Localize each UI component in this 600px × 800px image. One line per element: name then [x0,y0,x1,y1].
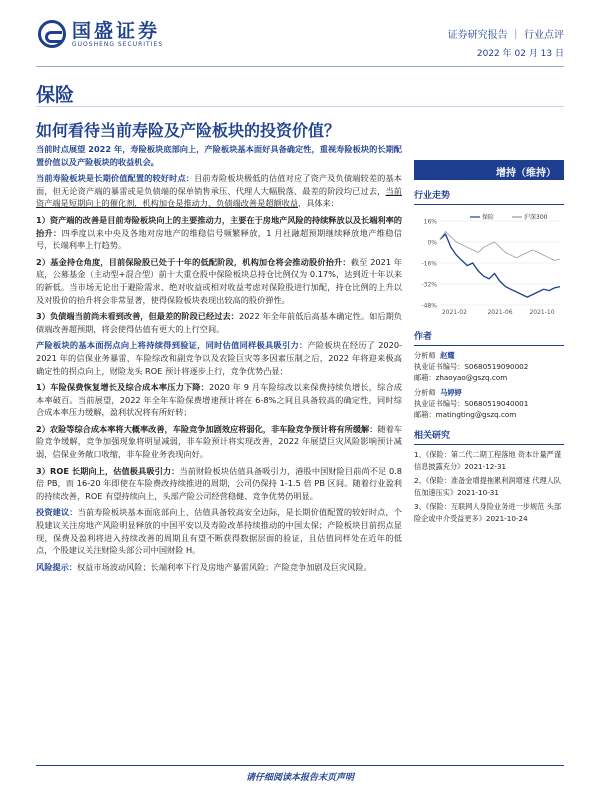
body-paragraph: 1）资产端的改善是目前寿险板块向上的主要推动力，主要在于房地产风险的持续释放以及长端利率的抬升：四季度以来中央及各地对房地产的维稳信号频繁释放，1 月社融超预期继续释放地产维稳信号，长端利率上行趋势。 [36,214,402,251]
analyst-name: 赵耀 [440,351,455,360]
related-item[interactable]: 2、《保险：准备金增提拖累利润增速 代理人队伍加速压实》2021-10-31 [414,476,562,497]
x-tick-label: 2021-02 [441,309,467,316]
x-tick-label: 2021-06 [487,309,513,316]
header-divider [36,66,564,67]
logo-icon [38,20,66,48]
rating-badge: 增持（维持） [414,160,564,180]
report-type: 证券研究报告 ｜ 行业点评 [447,30,564,41]
summary-paragraph: 当前时点展望 2022 年，寿险板块底部向上，产险板块基本面好具备确定性，重视寿险板块的长期配置价值以及产险板块的收益机会。 [36,144,402,167]
analyst-label: 分析师 [414,351,436,360]
y-tick-label: -16% [421,260,437,268]
related-item[interactable]: 3、《保险：互联网人身险业务进一步规范 头部险企或中介受益更多》2021-10-24 [414,502,562,523]
footer-note: 请仔细阅读本报告末页声明 [245,773,354,783]
body-paragraph: 当前寿险板块是长期价值配置的较好时点：目前寿险板块极低的估值对应了资产及负债端较差的基本面，但无论资产端的暴雷或是负债端的保单销售承压、代理人大幅脱落、最差的阶段均已过去，当前资产端是短期向上的催化剂，机构加仓是推动力、负债端改善是超额收益，具体来： [36,173,402,209]
investment-advice: 投资建议：当前寿险板块基本面底部向上、估值具备较高安全边际，是长期价值配置的较好时点，个股建议关注房地产风险明显释放的中国平安以及寿险改革持续推动的中国太保；产险板块目前拐点显现，保费及盈利将进入持续改善的周期且有望不断获得数据层面的验证，且估值同样处在近年的低点，个股建议关注财险头部公司中国财险 H。 [36,507,402,556]
related-item[interactable]: 1、《保险：第二代二期工程落地 资本计量严谨 信息披露充分》2021-12-31 [414,450,562,471]
logo-name-cn: 国盛证券 [72,19,161,42]
analyst-1 [414,350,564,383]
report-date: 2022 年 02 月 13 日 [476,49,564,59]
company-logo [38,20,163,48]
related-list [414,449,564,525]
y-tick-label: 16% [423,218,437,226]
author-heading: 作者 [414,329,564,346]
analyst-email[interactable]: 邮箱：matingting@gszq.com [414,410,517,419]
body-paragraph: 2）基金持仓角度，目前保险股已处于十年的低配阶段，机构加仓将会推动股价抬升：截至 2021 年底，公募基金（主动型+混合型）前十大重仓股中保险板块总持仓比例仅为 0.17%，达到近十年以来的新低。当市场无论出于避险需求、绝对收益或相对收益考虑对保险股进行加配，持仓比例的上升以及对股价的抬升将会非常显著，使得保险板块表现出较高的股价弹性。 [36,256,402,305]
footer-divider [36,765,564,766]
page-header [0,0,600,70]
title-divider [36,106,564,107]
y-tick-label: 0% [427,239,437,247]
x-tick-label: 2021-10 [529,309,555,316]
analyst-label: 分析师 [414,388,436,397]
y-tick-label: -48% [421,302,437,310]
legend-label: 保险 [482,214,495,221]
body-paragraph: 产险板块的基本面拐点向上将持续得到验证，同时估值同样极具吸引力：产险板块在经历了 2020-2021 年的信保业务暴雷、车险综改和副竞争以及农险巨灾等多因素压制之后，2022 年将迎来极高确定性的拐点向上，财险龙头 ROE 预计将逐步上行，竞争优势凸显： [36,340,402,376]
body-paragraph: 3）负债端当前尚未看到改善，但最差的阶段已经过去：2022 年全年前低后高基本确定性。如后期负债端改善超预期，将会使得估值有更大的上行空间。 [36,311,402,334]
body-paragraph: 1）车险保费恢复增长及综合成本率压力下降：2020 年 9 月车险综改以来保费持续负增长，综合成本率破百。当前展望，2022 年全年车险保费增速预计将在 6-8%之间且具备较高的确定性，同时综合成本率压力缓解，盈利状况将有所好转； [36,382,402,418]
analyst-name: 马婷婷 [440,388,462,397]
trend-heading: 行业走势 [414,188,564,205]
page-title: 如何看待当前寿险及产险板块的投资价值？ [36,121,341,140]
related-heading: 相关研究 [414,428,564,445]
y-tick-label: -32% [421,281,437,289]
logo-name-en: GUOSHENG SECURITIES [72,40,164,48]
body-paragraph: 3）ROE 长期向上，估值极具吸引力：当前财险板块估值具备吸引力，港股中国财险目前尚不足 0.8 倍 PB，而 16-20 年即使在车险费改持续推进的周期，公司仍保持 1-1.5 倍 PB 区间。随着行业盈利的持续改善，ROE 有望持续向上，头部产险公司经营稳健、竞争优势仍明显。 [36,465,403,501]
analyst-cert: 执业证书编号：S0680519090002 [414,362,529,371]
risk-warning: 风险提示：权益市场波动风险；长端利率下行及房地产暴雷风险；产险竞争加剧及巨灾风险。 [36,561,372,572]
report-body [36,143,402,577]
trend-chart [414,211,564,321]
industry-label: 保险 [36,84,75,106]
body-paragraph: 2）农险等综合成本率将大概率改善，车险竞争加剧效应将弱化，非车险竞争预计将有所缓解：随着车险竞争缓解，竞争加强现象将明显减弱，非车险预计将实现改善，2022 年展望巨灾风险影响预计减弱，信保业务敞口收缩，非车险业务表现向好。 [36,423,402,460]
trend-chart-svg [414,211,564,321]
series-line-insurance [440,234,560,297]
legend-label: 沪深300 [524,214,548,221]
analyst-email[interactable]: 邮箱：zhaoyao@gszq.com [414,373,508,382]
analyst-2 [414,387,564,420]
sidebar [414,160,564,527]
analyst-cert: 执业证书编号：S0680519040001 [414,399,529,408]
